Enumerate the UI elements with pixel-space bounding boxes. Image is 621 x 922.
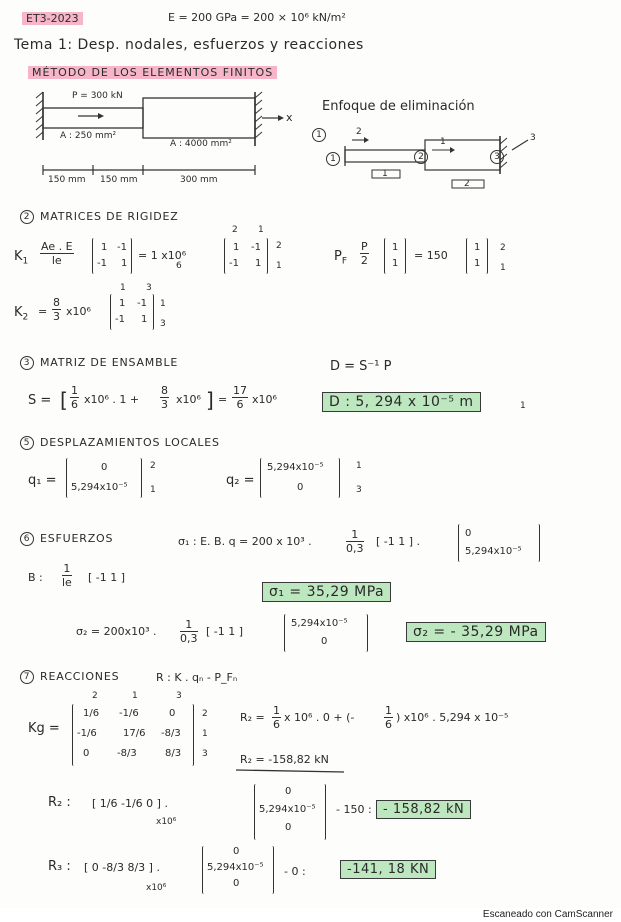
s-equals: = <box>218 393 228 406</box>
node-1: 1 <box>326 152 340 166</box>
k1-col-1: 2 <box>232 225 238 235</box>
r3-result: -141, 18 KN <box>340 860 436 879</box>
r2-vector: 0 5,294x10⁻⁵ 0 <box>254 784 326 840</box>
reaction-formula: R : K . qₙ - P_Fₙ <box>156 671 238 684</box>
r2-result: - 158,82 kN <box>376 800 471 819</box>
kg-label: Kg = <box>28 721 60 736</box>
s1-row: [ -1 1 ] . <box>376 535 421 548</box>
k2-col-1: 1 <box>120 283 126 293</box>
stiffness-title: MATRICES DE RIGIDEZ <box>40 210 179 223</box>
s1-vector: 0 5,294x10⁻⁵ <box>458 524 540 562</box>
b-fraction: $\frac{1}{le}$ <box>62 562 72 589</box>
course-code: ET3-2023 <box>22 12 83 25</box>
k2-fraction: $\frac{8}{3}$ <box>53 296 60 323</box>
reactions-step: 7 <box>20 670 34 684</box>
approach-title: Enfoque de eliminación <box>322 99 475 114</box>
k1-row-1: 2 <box>276 241 282 251</box>
k2-row-1: 1 <box>160 299 166 309</box>
dof-2-label: 1 <box>440 137 446 147</box>
k1-label: $K_1$ <box>14 249 29 267</box>
d-result: D : 5, 294 x 10⁻⁵ m <box>322 392 481 412</box>
k1-row-2: 1 <box>276 261 282 271</box>
s2-fraction: $\frac{1}{0,3}$ <box>180 618 198 645</box>
kg-col-1: 2 <box>92 691 98 701</box>
b-label: B : <box>28 571 43 584</box>
s-label: S = <box>28 393 52 408</box>
dim2-label: 150 mm <box>100 175 138 185</box>
q2-row-1: 1 <box>356 461 362 471</box>
q2-label: q₂ = <box>226 473 255 488</box>
k2-matrix: 1 -1 -1 1 <box>110 294 154 330</box>
dof-1-label: 2 <box>356 127 362 137</box>
axis-label: x <box>286 111 293 124</box>
r2-partial: R₂ = -158,82 kN <box>240 753 329 766</box>
k1-matrix: 1 -1 -1 1 <box>92 238 132 274</box>
assembly-step: 3 <box>20 356 34 370</box>
approach-step: 1 <box>312 128 326 142</box>
schematic-element-1 <box>345 150 425 162</box>
node-3: 3 <box>490 150 504 164</box>
scanner-footer: Escaneado con CamScanner <box>482 909 613 920</box>
q2-vector: 5,294x10⁻⁵ 0 <box>260 458 340 498</box>
r3-vector: 0 5,294x10⁻⁵ 0 <box>202 846 274 894</box>
q1-row-1: 2 <box>150 461 156 471</box>
k2-row-2: 3 <box>160 319 166 329</box>
s2-vector: 5,294x10⁻⁵ 0 <box>284 614 368 652</box>
pf-vector-2: 1 1 <box>466 238 488 274</box>
r2-expr-c: ) x10⁶ . 5,294 x 10⁻⁵ <box>396 711 509 724</box>
s2-expression: σ₂ = 200x10³ . <box>76 625 157 638</box>
s2-row: [ -1 1 ] <box>206 625 244 638</box>
r3-line-label: R₃ : <box>48 859 71 874</box>
s1-fraction: $\frac{1}{0,3}$ <box>346 528 364 555</box>
s2-result: σ₂ = - 35,29 MPa <box>406 622 546 642</box>
s-frac-1: $\frac{1}{6}$ <box>71 384 78 411</box>
kg-row-2: 1 <box>202 729 208 739</box>
pf-vector: 1 1 <box>384 238 406 274</box>
elem-1-label: 1 <box>382 169 388 179</box>
b-row: [ -1 1 ] <box>88 571 126 584</box>
dim3-label: 300 mm <box>180 175 218 185</box>
k2-col-2: 3 <box>146 283 152 293</box>
k1-fraction: $\frac{Ae . E}{le}$ <box>41 240 73 267</box>
q2-row-2: 3 <box>356 485 362 495</box>
bar-segment-2 <box>143 98 255 138</box>
bar-segment-1 <box>43 108 143 128</box>
s-expr-1: x10⁶ . 1 + <box>84 393 140 406</box>
method-title: MÉTODO DE LOS ELEMENTOS FINITOS <box>28 66 277 79</box>
kg-row-1: 2 <box>202 709 208 719</box>
reactions-heading <box>20 670 119 684</box>
s-frac-2: $\frac{8}{3}$ <box>161 384 168 411</box>
r2-row: [ 1/6 -1/6 0 ] . <box>92 797 168 810</box>
q1-label: q₁ = <box>28 473 57 488</box>
q1-vector: 0 5,294x10⁻⁵ <box>66 458 142 498</box>
modulus-line: E = 200 GPa = 200 × 10⁶ kN/m² <box>168 11 346 24</box>
pf-label: $P_F$ <box>334 249 348 267</box>
load-label: P = 300 kN <box>72 91 123 101</box>
stiffness-heading <box>20 210 179 224</box>
right-wall-hatch <box>255 92 262 138</box>
r3-row: [ 0 -8/3 8/3 ] . <box>84 861 160 874</box>
r2-expr-a: R₂ = <box>240 711 265 724</box>
topic-line: Tema 1: Desp. nodales, esfuerzos y reacciones <box>14 37 364 53</box>
k1-col-2: 1 <box>258 225 264 235</box>
stiffness-step: 2 <box>20 210 34 224</box>
r2-expr-b: x 10⁶ . 0 + (- <box>284 711 355 724</box>
pf-row-2: 1 <box>500 263 506 273</box>
displacements-title: DESPLAZAMIENTOS LOCALES <box>40 436 220 449</box>
s-frac-3: $\frac{17}{6}$ <box>233 384 247 411</box>
node-2: 2 <box>414 150 428 164</box>
stresses-title: ESFUERZOS <box>40 532 114 545</box>
r3-minus: - 0 : <box>284 865 306 878</box>
s-expr-2: x10⁶ <box>176 393 201 406</box>
assembly-title: MATRIZ DE ENSAMBLE <box>40 356 179 369</box>
k1-coef-den: 6 <box>176 261 182 271</box>
area1-label: A : 250 mm² <box>60 131 117 141</box>
reactions-title: REACCIONES <box>40 670 120 683</box>
displacements-step: 5 <box>20 436 34 450</box>
pf-equals: = 150 <box>414 249 448 262</box>
r2-minus: - 150 : <box>336 803 372 816</box>
stresses-step: 6 <box>20 532 34 546</box>
kg-row-3: 3 <box>202 749 208 759</box>
schematic-element-2 <box>425 137 500 170</box>
assembly-heading <box>20 356 178 370</box>
r2-row-coef: x10⁶ <box>156 817 177 827</box>
kg-col-2: 1 <box>132 691 138 701</box>
r2-frac-2: $\frac{1}{6}$ <box>385 704 392 731</box>
left-wall-hatch <box>36 92 43 138</box>
r2-frac-1: $\frac{1}{6}$ <box>273 704 280 731</box>
d-index: 1 <box>520 401 526 411</box>
k2-label: $K_2$ <box>14 305 29 323</box>
s1-result: σ₁ = 35,29 MPa <box>262 582 391 602</box>
q1-row-2: 1 <box>150 485 156 495</box>
dof-3-label: 3 <box>530 133 536 143</box>
dim1-label: 150 mm <box>48 175 86 185</box>
s-expr-3: x10⁶ <box>252 393 277 406</box>
r3-row-coef: x10⁶ <box>146 883 167 893</box>
stresses-heading <box>20 532 113 546</box>
s1-expression: σ₁ : E. B. q = 200 x 10³ . <box>178 535 312 548</box>
kg-matrix: 1/6 -1/6 0 -1/6 17/6 -8/3 0 -8/3 8/3 <box>72 704 194 766</box>
area2-label: A : 4000 mm² <box>170 139 232 149</box>
elem-2-label: 2 <box>464 179 470 189</box>
pf-row-1: 2 <box>500 243 506 253</box>
displacements-heading <box>20 436 220 450</box>
k2-coef: x10⁶ <box>66 305 91 318</box>
r2-line-label: R₂ : <box>48 795 71 810</box>
k1-coef: = 1 x10⁶ <box>138 249 187 262</box>
notebook-page: ET3-2023 E = 200 GPa = 200 × 10⁶ kN/m² Tema 1: Desp. nodales, esfuerzos y reacciones MÉTODO DE LOS ELEMENTOS FINITOS P = 300 kN A : 250 mm² A : 4000 mm² x 150 mm 150 mm 300 mm Enfoque de eliminación 1 1 2 3 1 2 2 1 3 2 MATRICES DE RIGIDEZ $K_1$ $\frac{Ae . E}{le}$ 1 -1 -1 1 = 1 x10⁶ 6 2 1 1 -1 -1 1 2 1 $P_F$ $\frac{P}{2}$ 1 1 = 150 1 1 2 1 $K_2$ = $\frac{8}{3}$ x10⁶ 1 3 1 -1 -1 1 1 3 3 MATRIZ DE ENSAMBLE D = S⁻¹ P S = [ $\frac{1}{6}$ x10⁶ . 1 + $\frac{8}{3}$ x10⁶ ] = $\frac{17}{6}$ x10⁶ D : 5, 294 x 10⁻⁵ m 1 5 DESPLAZAMIENTOS LOCALES q₁ = 0 5,294x10⁻⁵ 2 1 q₂ = 5,294x10⁻⁵ 0 1 3 6 ESFUERZOS σ₁ : E. B. q = 200 x 10³ . $\frac{1}{0,3}$ [ -1 1 ] . 0 5,294x10⁻⁵ B : $\frac{1}{le}$ [ -1 1 ] σ₁ = 35,29 MPa σ₂ = 200x10³ . $\frac{1}{0,3}$ [ -1 1 ] 5,294x10⁻⁵ 0 σ₂ = - 35,29 MPa 7 REACCIONES R : K . qₙ - P_Fₙ 2 1 3 Kg = 1/6 -1/6 0 -1/6 17/6 -8/3 0 -8/3 8/3 2 1 3 R₂ = $\frac{1}{6}$ x 10⁶ . 0 + (- $\frac{1}{6}$ ) x10⁶ . 5,294 x 10⁻⁵ R₂ = -158,82 kN R₂ : [ 1/6 -1/6 0 ] . x10⁶ 0 5,294x10⁻⁵ 0 - 150 : - 158,82 kN R₃ : [ 0 -8/3 8/3 ] . x10⁶ 0 5,294x10⁻⁵ 0 - 0 : -141, 18 KN <box>0 0 621 908</box>
kg-col-3: 3 <box>176 691 182 701</box>
k1-matrix-2: 1 -1 -1 1 <box>224 238 268 274</box>
d-formula: D = S⁻¹ P <box>330 359 392 374</box>
pf-fraction: $\frac{P}{2}$ <box>360 240 368 267</box>
